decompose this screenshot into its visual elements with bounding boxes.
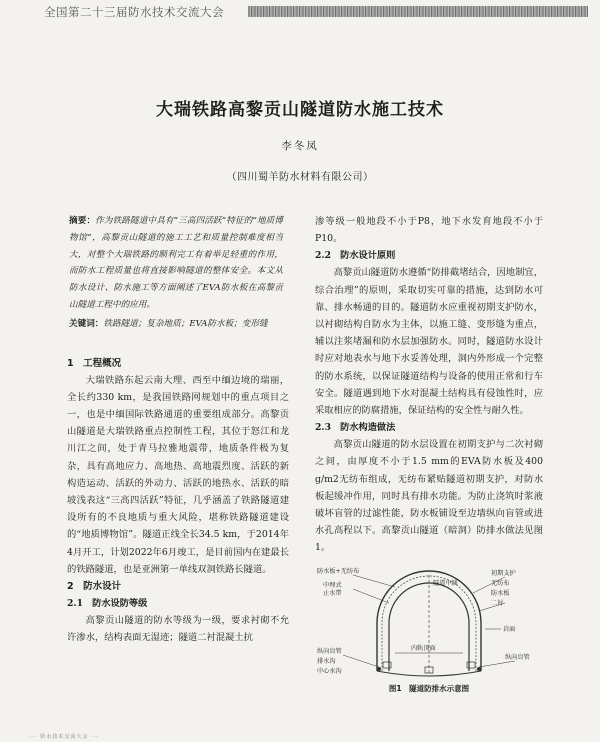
section-2-3-paragraph: 高黎贡山隧道的防水层设置在初期支护与二次衬砌之间，由厚度不小于1.5 mm的EVA防水板及400 g/m2无纺布组成，无纺布紧贴隧道初期支护，对防水板起缓冲作用，同时具有排水功能。为防止浇筑时浆液破坏盲管的过滤性能，防水板铺设至边墙纵向盲管或进水孔高程以下。高黎贡山隧道（暗洞）防排水做法见图1。 xyxy=(315,439,543,554)
abstract-label: 摘要： xyxy=(69,216,96,226)
tunnel-diagram xyxy=(315,563,543,681)
right-longitudinal-pipe xyxy=(477,667,481,671)
right-drain-ditch xyxy=(467,662,475,668)
left-longitudinal-pipe xyxy=(377,667,381,671)
label-tunnel-centerline: 隧道中线 xyxy=(433,579,458,587)
label-rock-surface: 岩面 xyxy=(503,625,516,633)
label-embedded: 中埋式 xyxy=(323,581,342,589)
label-waterproof-board: 防水板 xyxy=(491,589,510,597)
label-rail-top: 内轨顶面 xyxy=(411,644,436,652)
section-2-1-paragraph: 高黎贡山隧道的防水等级为一级，要求衬砌不允许渗水，结构表面无湿迹；隧道二衬混凝土抗 xyxy=(67,615,289,644)
header-decorative-bar xyxy=(248,6,588,17)
article-title: 大瑞铁路高黎贡山隧道防水施工技术 xyxy=(156,100,444,120)
page-footer: ··· 防水技术交流大会 ··· xyxy=(30,734,99,740)
label-primary-support: 初期支护 xyxy=(491,569,516,577)
section-2-3-heading: 2.3 防水构造做法 xyxy=(315,422,396,434)
section-2-1-continued: 渗等级一般地段不小于P8，地下水发育地段不小于P10。 xyxy=(315,216,543,245)
figure-caption: 图1 隧道防排水示意图 xyxy=(388,683,470,693)
left-drain-ditch xyxy=(383,662,391,668)
keywords-block xyxy=(69,316,283,333)
page-header xyxy=(0,0,600,22)
abstract-block xyxy=(69,213,283,333)
keywords-label: 关键词： xyxy=(69,318,104,329)
section-2-heading: 2 防水设计 xyxy=(67,581,122,593)
section-2-1-heading: 2.1 防水设防等级 xyxy=(67,598,148,610)
section-1-heading: 1 工程概况 xyxy=(67,357,122,369)
section-1-paragraph: 大瑞铁路东起云南大理、西至中缅边境的瑞丽，全长约330 km，是我国铁路网规划中的重点项目之一，也是中缅国际铁路通道的重要组成部分。高黎贡山隧道是大瑞铁路重点控制性工程，其位于怒江和龙川江之间，处于青马拉雅地震带，地质条件极为复杂，具有高地应力、高地热、高地震烈度、活跃的新构造运动、活跃的外动力、活跃的地热水、活跃的暗坡浅表这“三高四活跃”特征，几乎涵盖了铁路隧道建设所有的不良地质与重大风险，堪称铁路隧道建设的“地质博物馆”。隧道正线全长34.5 km，于2014年4月开工，计划2022年6月竣工，是目前国内在建最长的铁路隧道，也是亚洲第一单线双洞铁路长隧道。 xyxy=(67,374,289,575)
label-non-woven-fabric: 无纺布 xyxy=(491,579,510,587)
abstract-text: 作为铁路隧道中具有“三高四活跃”特征的“地质博物馆”，高黎贡山隧道的施工工艺和质量控制难度相当大，对整个大瑞铁路的顺利完工有着举足轻重的作用，而防水工程质量也将直接影响隧道的整体安全。本文从防水设计、防水施工等方面阐述了EVA防水板在高黎贡山隧道工程中的应用。 xyxy=(69,216,283,310)
article-affiliation: （四川蜀羊防水材料有限公司） xyxy=(226,172,374,183)
label-longitudinal-pipe-right: 纵向盲管 xyxy=(505,653,530,661)
section-2-2-paragraph: 高黎贡山隧道防水遵循“防排截堵结合，因地制宜，综合治理”的原则，采取切实可靠的措施，达到防水可靠、排水畅通的目的。隧道防水应重视初期支护防水，以衬砌结构自防水为主体，以施工缝、变形缝为重点，辅以注浆堵漏和防水层加强防水。同时，隧道防水设计时应对地表水与地下水妥善处理，洞内外形成一个完整的防水系统，以保证隧道结构与设备的使用正常和行车安全。隧道遇到地下水对混凝土结构具有侵蚀性时，应采取相应的防腐措施，保证结构的安全性与耐久性。 xyxy=(315,267,543,417)
label-drain-ditch: 排水沟 xyxy=(317,657,336,665)
article-author: 李冬凤 xyxy=(281,140,319,152)
label-secondary-lining: 二衬 xyxy=(491,599,504,607)
keywords-text: 铁路隧道；复杂地质；EVA防水板；变形缝 xyxy=(103,318,268,329)
label-center-ditch: 中心水沟 xyxy=(317,667,342,675)
right-column xyxy=(315,213,543,694)
header-conference-name: 全国第二十三届防水技术交流大会 xyxy=(44,5,224,19)
left-column xyxy=(67,213,289,646)
label-waterstop: 止水带 xyxy=(323,589,342,597)
label-waterproof-board-fabric: 防水板+无纺布 xyxy=(317,567,360,575)
section-2-2-heading: 2.2 防水设计原则 xyxy=(315,250,396,262)
label-longitudinal-pipe-left: 纵向盲管 xyxy=(317,647,342,655)
tunnel-drainage-figure xyxy=(315,563,543,681)
